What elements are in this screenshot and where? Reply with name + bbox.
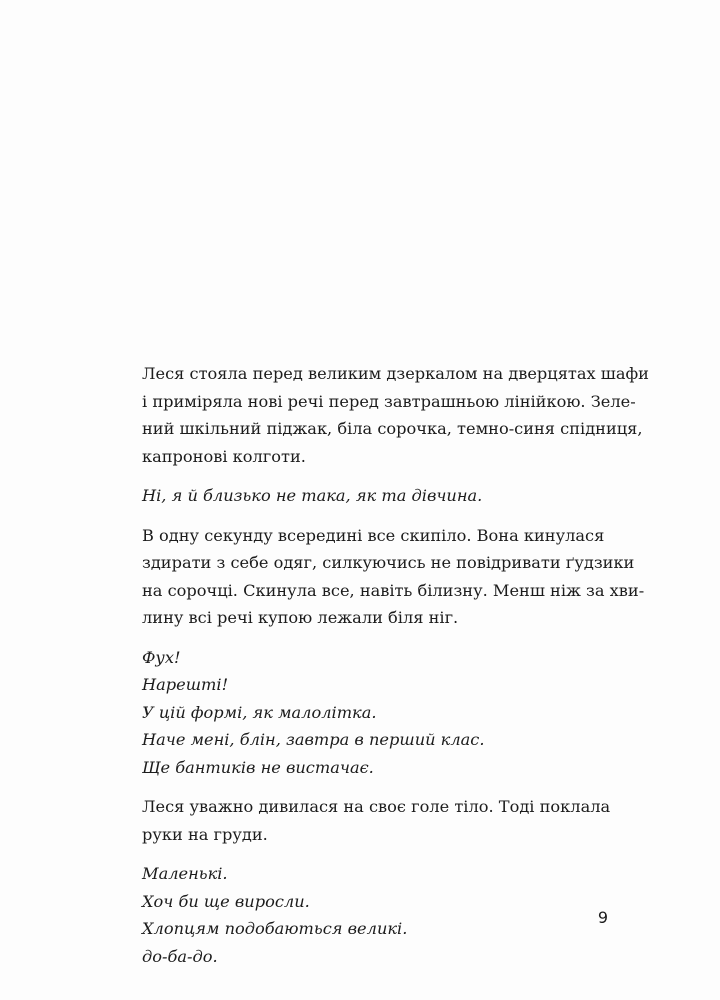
text-line: Нарешті! bbox=[142, 675, 229, 694]
text-line: В одну секунду всередині все скипіло. Вона кинулася bbox=[142, 525, 605, 545]
text-line: Хоч би ще виросли. bbox=[142, 891, 310, 911]
paragraph-gap bbox=[118, 510, 604, 522]
text-line: здирати з себе одяг, силкуючись не повідривати ґудзики bbox=[142, 553, 635, 572]
italic-thought-3 bbox=[118, 860, 604, 970]
body-text bbox=[118, 360, 649, 970]
text-line: Леся уважно дивилася на своє голе тіло. Тоді поклала bbox=[142, 797, 611, 816]
text-line: Фух! bbox=[142, 647, 181, 667]
text-line: У цій формі, як малолітка. bbox=[142, 702, 377, 722]
paragraph-gap bbox=[118, 470, 604, 482]
text-line: Маленькі. bbox=[142, 864, 228, 883]
paragraph-gap bbox=[118, 848, 604, 860]
paragraph-3 bbox=[118, 793, 611, 848]
italic-thought-2 bbox=[118, 644, 604, 782]
text-line: капронові колготи. bbox=[142, 446, 306, 466]
paragraph-gap bbox=[118, 632, 604, 644]
text-line: до-ба-до. bbox=[142, 946, 218, 966]
page-number: 9 bbox=[597, 908, 608, 927]
text-line: Наче мені, блін, завтра в перший клас. bbox=[142, 730, 485, 749]
text-line: Ще бантиків не вистачає. bbox=[142, 757, 374, 777]
text-line: Леся стояла перед великим дзеркалом на дверцятах шафи bbox=[142, 364, 649, 383]
text-line: Хлопцям подобаються великі. bbox=[142, 919, 408, 938]
text-line: ний шкільний піджак, біла сорочка, темно-синя спідниця, bbox=[142, 419, 643, 438]
text-line: на сорочці. Скинула все, навіть білизну. Менш ніж за хви- bbox=[142, 580, 645, 600]
text-line: лину всі речі купою лежали біля ніг. bbox=[142, 608, 459, 627]
text-line: і приміряла нові речі перед завтрашньою лінійкою. Зеле- bbox=[142, 391, 636, 411]
paragraph-1 bbox=[118, 360, 649, 470]
text-line: руки на груди. bbox=[142, 824, 268, 844]
italic-thought-1 bbox=[118, 482, 604, 510]
paragraph-2 bbox=[118, 522, 645, 632]
text-line: Ні, я й близько не така, як та дівчина. bbox=[142, 486, 483, 505]
paragraph-gap bbox=[118, 781, 604, 793]
